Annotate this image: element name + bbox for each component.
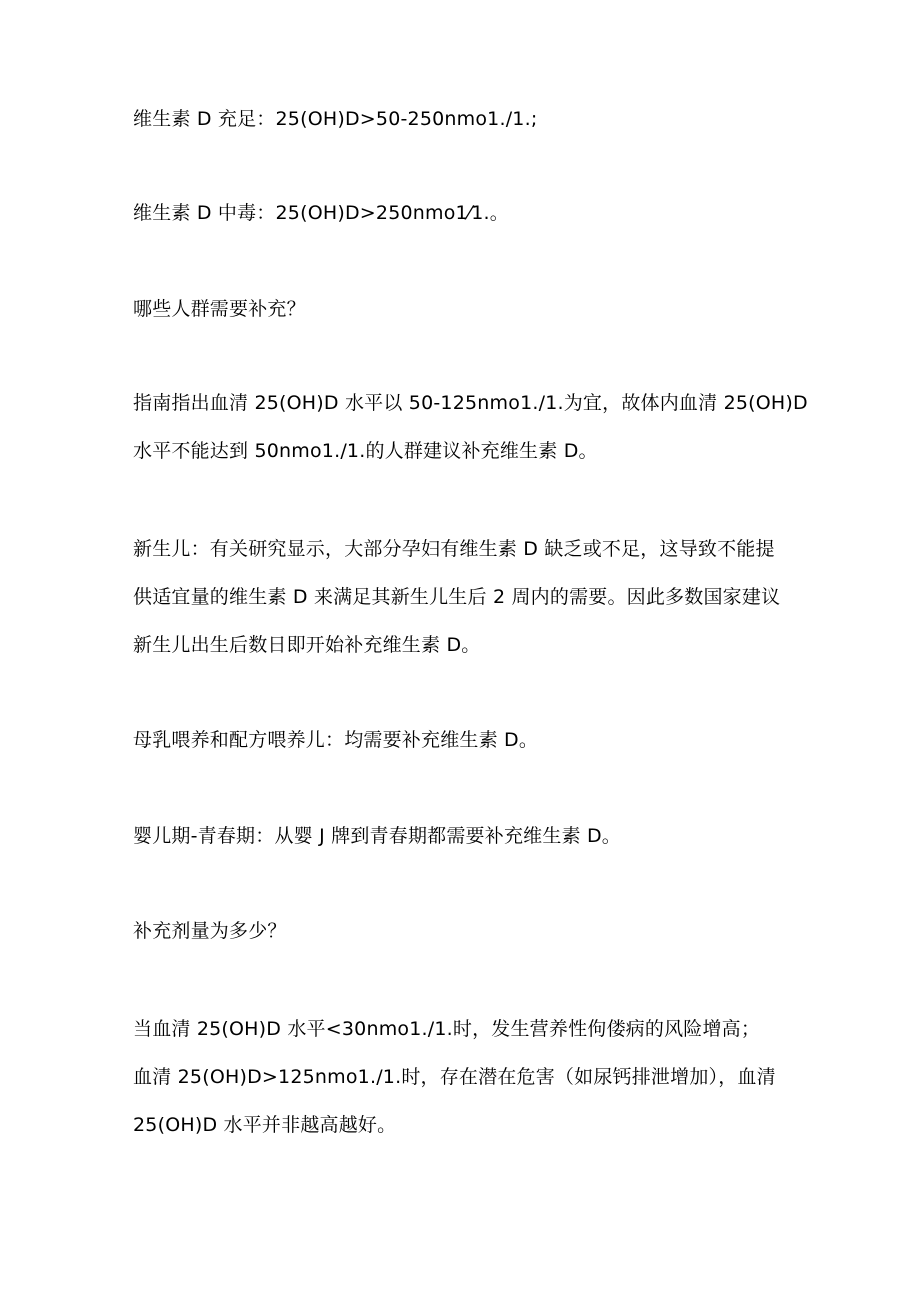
text-line-newborn-1: 新生儿：有关研究显示，大部分孕妇有维生素 D 缺乏或不足，这导致不能提 (133, 538, 775, 560)
text-line-high-level-2: 25(OH)D 水平并非越高越好。 (133, 1114, 397, 1136)
section-heading-who-needs: 哪些人群需要补充？ (133, 298, 306, 320)
text-line-high-level-1: 血清 25(OH)D>125nmo1./1.时，存在潜在危害（如尿钙排泄增加），血清 (133, 1066, 776, 1088)
text-line-vitd-sufficient: 维生素 D 充足：25(OH)D>50-250nmo1./1.; (133, 108, 538, 130)
text-line-low-level-risk: 当血清 25(OH)D 水平<30nmo1./1.时，发生营养性佝偻病的风险增高； (133, 1018, 761, 1040)
text-line-newborn-2: 供适宜量的维生素 D 来满足其新生儿生后 2 周内的需要。因此多数国家建议 (133, 586, 781, 608)
text-line-guideline-1: 指南指出血清 25(OH)D 水平以 50-125nmo1./1.为宜，故体内血清 25(OH)D (133, 392, 808, 414)
section-heading-dosage: 补充剂量为多少？ (133, 920, 287, 942)
text-line-guideline-2: 水平不能达到 50nmo1./1.的人群建议补充维生素 D。 (133, 440, 598, 462)
text-line-infancy-adolescence: 婴儿期-青春期：从婴 J 牌到青春期都需要补充维生素 D。 (133, 825, 622, 847)
text-line-vitd-toxic: 维生素 D 中毒：25(OH)D>250nmo1⁄1.。 (133, 202, 509, 224)
text-line-newborn-3: 新生儿出生后数日即开始补充维生素 D。 (133, 634, 481, 656)
text-line-feeding: 母乳喂养和配方喂养儿：均需要补充维生素 D。 (133, 729, 539, 751)
